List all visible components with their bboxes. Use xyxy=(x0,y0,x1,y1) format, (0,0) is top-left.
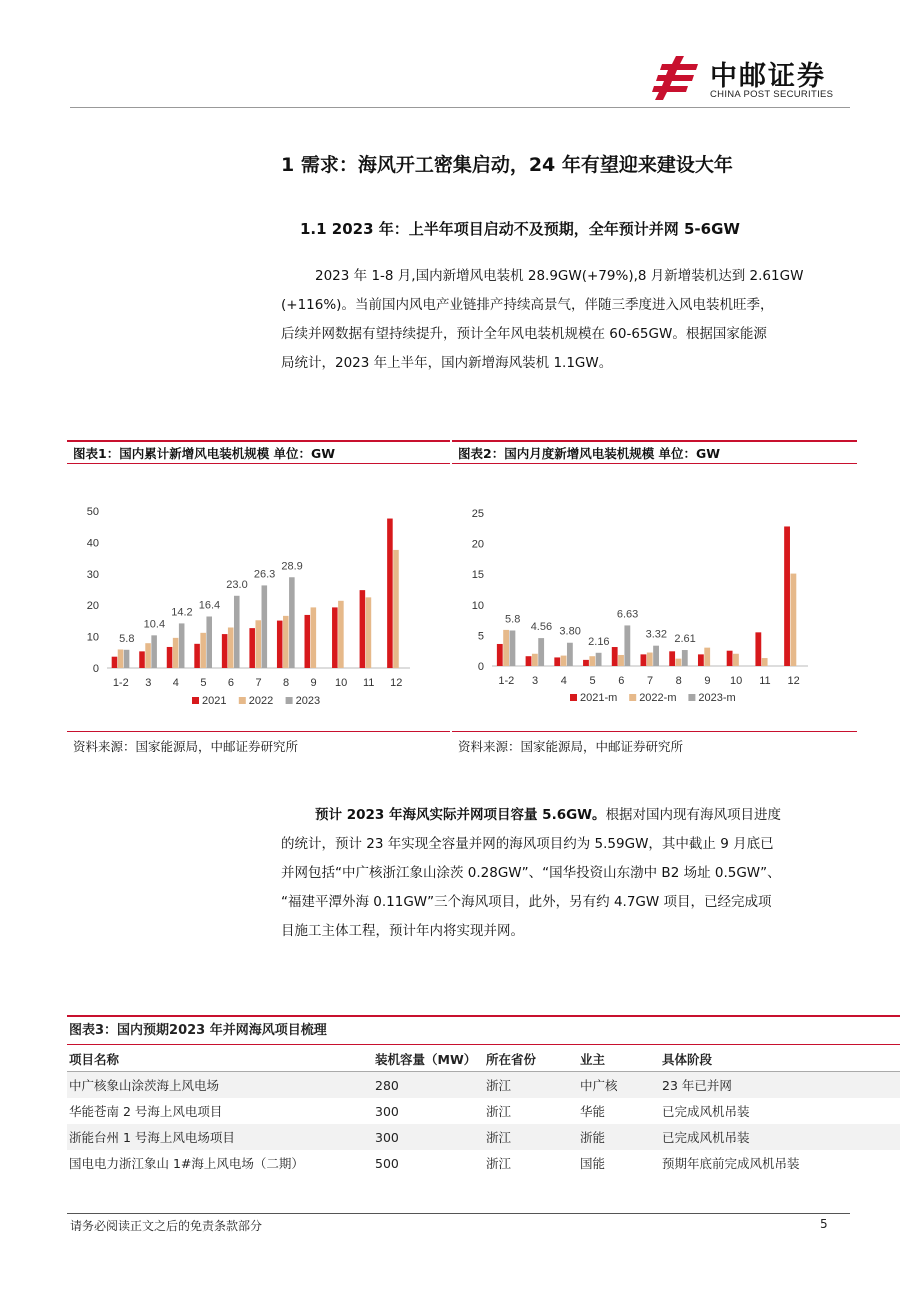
cell-province: 浙江 xyxy=(484,1072,578,1099)
paragraph-line: 目施工主体工程，预计年内将实现并网。 xyxy=(281,923,524,939)
bar xyxy=(510,631,516,666)
paragraph-line: 后续并网数据有望持续提升，预计全年风电装机规模在 60-65GW。根据国家能源 xyxy=(281,326,767,342)
data-label: 5.8 xyxy=(505,613,521,626)
bar xyxy=(596,653,602,666)
data-label: 3.80 xyxy=(559,625,581,638)
cell-project-name: 国电电力浙江象山 1#海上风电场（二期） xyxy=(69,1156,304,1171)
cell-stage: 已完成风机吊装 xyxy=(660,1124,900,1150)
bar xyxy=(338,601,344,668)
data-label: 23.0 xyxy=(226,578,248,591)
x-tick-label: 4 xyxy=(172,677,179,689)
bar xyxy=(124,650,130,668)
cell-owner: 华能 xyxy=(580,1104,606,1119)
legend-swatch xyxy=(239,697,246,704)
bar xyxy=(255,620,261,668)
cell-province: 浙江 xyxy=(484,1124,578,1150)
bar xyxy=(612,647,618,666)
paragraph-line: “福建平潭外海 0.11GW”三个海风项目，此外，另有约 4.7GW 项目，已经完成项 xyxy=(281,894,772,910)
cell-capacity: 300 xyxy=(375,1103,399,1119)
x-tick-label: 8 xyxy=(675,675,682,687)
y-tick-label: 0 xyxy=(477,661,484,673)
x-tick-label: 3 xyxy=(532,675,539,687)
paragraph-line: 并网包括“中广核浙江象山涂茨 0.28GW”、“国华投资山东渤中 B2 场址 0.5GW”、 xyxy=(281,865,781,881)
y-tick-label: 50 xyxy=(86,506,99,518)
page-number: 5 xyxy=(820,1217,828,1231)
legend-label: 2022-m xyxy=(639,692,677,704)
header-owner: 业主 xyxy=(578,1046,660,1072)
paragraph-line: 2023 年 1-8 月,国内新增风电装机 28.9GW(+79%),8 月新增装机达到 2.61GW xyxy=(315,268,804,284)
data-label: 10.4 xyxy=(143,618,166,631)
bar xyxy=(624,625,630,666)
bar xyxy=(704,648,710,666)
logo xyxy=(650,54,850,104)
bar xyxy=(200,633,206,668)
cell-stage: 预期年底前完成风机吊装 xyxy=(662,1156,800,1171)
x-tick-label: 7 xyxy=(255,677,262,689)
x-tick-label: 5 xyxy=(589,675,596,687)
table-row xyxy=(67,1098,900,1124)
legend-label: 2022 xyxy=(248,695,274,707)
x-tick-label: 8 xyxy=(282,677,290,689)
data-label: 5.8 xyxy=(119,632,135,645)
bar xyxy=(641,654,647,666)
bar xyxy=(618,655,624,666)
x-tick-label: 3 xyxy=(145,677,152,689)
y-tick-label: 20 xyxy=(86,600,99,613)
bar xyxy=(112,657,118,668)
table-header-row xyxy=(67,1046,900,1072)
bar xyxy=(118,649,124,668)
header-province: 所在省份 xyxy=(484,1046,578,1072)
y-tick-label: 25 xyxy=(471,508,484,520)
bar xyxy=(179,623,185,668)
x-tick-label: 1-2 xyxy=(498,675,515,687)
legend-label: 2023-m xyxy=(698,692,736,704)
x-tick-label: 5 xyxy=(200,677,207,689)
bar xyxy=(167,647,173,668)
bar xyxy=(790,574,796,666)
bar xyxy=(503,630,509,666)
bar xyxy=(360,590,366,668)
y-tick-label: 10 xyxy=(86,631,99,644)
bar xyxy=(332,607,338,668)
section-heading: 1 需求：海风开工密集启动，24 年有望迎来建设大年 xyxy=(281,154,733,176)
bar xyxy=(647,653,653,666)
bar xyxy=(366,597,372,668)
bar xyxy=(762,658,768,666)
bar xyxy=(283,616,289,668)
header-stage: 具体阶段 xyxy=(660,1046,900,1072)
bar xyxy=(554,657,560,666)
figure2-chart xyxy=(452,470,857,720)
y-tick-label: 20 xyxy=(471,538,484,551)
cell-project-name: 华能苍南 2 号海上风电项目 xyxy=(69,1104,223,1119)
bar xyxy=(206,617,212,668)
header-divider xyxy=(70,107,850,108)
cell-capacity: 280 xyxy=(373,1072,484,1099)
x-tick-label: 9 xyxy=(704,675,711,687)
table-row xyxy=(67,1072,900,1099)
bar xyxy=(589,656,595,666)
legend-swatch xyxy=(192,697,199,704)
bar xyxy=(305,615,311,668)
bar xyxy=(784,526,790,666)
subsection-heading: 1.1 2023 年：上半年项目启动不及预期，全年预计并网 5-6GW xyxy=(300,220,740,238)
bar xyxy=(249,628,255,668)
data-label: 3.32 xyxy=(645,628,668,641)
figure2-source: 资料来源：国家能源局，中邮证券研究所 xyxy=(452,731,857,759)
paragraph-line: 局统计，2023 年上半年，国内新增海风装机 1.1GW。 xyxy=(281,355,613,371)
cell-owner: 中广核 xyxy=(578,1072,660,1099)
bar xyxy=(228,627,234,668)
cell-province: 浙江 xyxy=(486,1156,512,1171)
bar xyxy=(387,519,393,668)
bar xyxy=(532,654,538,666)
paragraph-lead: 预计 2023 年海风实际并网项目容量 5.6GW。 xyxy=(315,807,606,823)
bar xyxy=(262,585,268,668)
bar xyxy=(145,643,151,668)
data-label: 16.4 xyxy=(198,599,221,612)
bar xyxy=(676,659,682,666)
header-project-name: 项目名称 xyxy=(67,1046,373,1072)
bar xyxy=(653,646,659,666)
cell-province: 浙江 xyxy=(486,1104,512,1119)
bar xyxy=(173,638,179,668)
bar xyxy=(561,656,567,666)
x-tick-label: 9 xyxy=(310,677,317,689)
table-row xyxy=(67,1124,900,1150)
legend-swatch xyxy=(629,694,636,701)
paragraph-line: (+116%)。当前国内风电产业链排产持续高景气，伴随三季度进入风电装机旺季， xyxy=(281,297,774,313)
bar xyxy=(727,651,733,666)
data-label: 2.61 xyxy=(674,633,696,646)
y-tick-label: 10 xyxy=(471,599,484,612)
paragraph-offshore xyxy=(281,801,851,946)
cell-project-name: 浙能台州 1 号海上风电场项目 xyxy=(67,1124,373,1150)
logo-english-name: CHINA POST SECURITIES xyxy=(710,89,834,100)
bar xyxy=(669,651,675,666)
bar xyxy=(277,621,283,668)
legend-label: 2021-m xyxy=(580,692,618,704)
cell-stage: 23 年已并网 xyxy=(660,1072,900,1099)
logo-chinese-name: 中邮证券 xyxy=(710,61,826,92)
x-tick-label: 1-2 xyxy=(112,677,129,689)
paragraph-line: 的统计，预计 23 年实现全容量并网的海风项目约为 5.59GW，其中截止 9 月底已 xyxy=(281,836,774,852)
data-label: 2.16 xyxy=(588,635,610,648)
bar xyxy=(698,654,704,666)
y-tick-label: 40 xyxy=(86,537,99,550)
cell-owner: 国能 xyxy=(580,1156,606,1171)
x-tick-label: 7 xyxy=(646,675,654,687)
x-tick-label: 4 xyxy=(560,675,567,687)
legend-label: 2023 xyxy=(295,695,321,707)
figure1-chart xyxy=(67,470,450,720)
footer-divider xyxy=(67,1213,850,1214)
x-tick-label: 6 xyxy=(227,677,235,689)
bar xyxy=(497,644,503,666)
bar xyxy=(682,650,688,666)
data-label: 4.56 xyxy=(530,621,553,634)
bar xyxy=(311,607,317,668)
x-tick-label: 10 xyxy=(730,675,743,687)
bar xyxy=(222,634,228,668)
figure1-source: 资料来源：国家能源局，中邮证券研究所 xyxy=(67,731,450,759)
paragraph-line: 预计 2023 年海风实际并网项目容量 5.6GW。根据对国内现有海风项目进度 xyxy=(315,807,782,823)
bar xyxy=(289,577,295,668)
cell-project-name: 中广核象山涂茨海上风电场 xyxy=(67,1072,373,1099)
table3-title: 图表3：国内预期2023 年并网海风项目梳理 xyxy=(67,1015,900,1045)
bar xyxy=(234,596,240,668)
figure1-title: 图表1：国内累计新增风电装机规模 单位：GW xyxy=(67,440,450,464)
bar xyxy=(567,643,573,666)
bar xyxy=(755,632,761,666)
data-label: 6.63 xyxy=(616,608,639,621)
table-row xyxy=(67,1150,900,1176)
x-tick-label: 11 xyxy=(362,677,375,689)
y-tick-label: 5 xyxy=(477,630,484,643)
bar xyxy=(151,635,157,668)
legend-swatch xyxy=(688,694,695,701)
x-tick-label: 11 xyxy=(759,675,771,687)
bar xyxy=(194,644,200,668)
cell-stage: 已完成风机吊装 xyxy=(662,1104,750,1119)
china-post-logo-icon xyxy=(650,54,702,102)
legend-swatch xyxy=(570,694,577,701)
x-tick-label: 12 xyxy=(390,677,403,689)
bar xyxy=(139,651,145,668)
bar xyxy=(733,654,739,666)
paragraph-installations xyxy=(281,262,851,378)
figure2-title: 图表2：国内月度新增风电装机规模 单位：GW xyxy=(452,440,857,464)
bar xyxy=(583,660,589,666)
x-tick-label: 12 xyxy=(787,675,800,687)
x-tick-label: 10 xyxy=(335,677,348,689)
projects-table xyxy=(67,1046,900,1176)
y-tick-label: 0 xyxy=(92,663,99,675)
legend-swatch xyxy=(286,697,293,704)
data-label: 28.9 xyxy=(281,560,303,573)
data-label: 14.2 xyxy=(171,606,193,619)
bar xyxy=(538,638,544,666)
footer-disclaimer: 请务必阅读正文之后的免责条款部分 xyxy=(70,1219,263,1233)
bar xyxy=(526,656,532,666)
bar xyxy=(393,550,399,668)
x-tick-label: 6 xyxy=(618,675,625,687)
y-tick-label: 15 xyxy=(471,569,484,582)
cell-capacity: 500 xyxy=(375,1155,399,1171)
cell-capacity: 300 xyxy=(373,1124,484,1150)
legend-label: 2021 xyxy=(202,695,227,707)
cell-owner: 浙能 xyxy=(578,1124,660,1150)
y-tick-label: 30 xyxy=(86,568,99,581)
header-capacity: 装机容量（MW） xyxy=(373,1046,484,1072)
data-label: 26.3 xyxy=(253,568,276,581)
